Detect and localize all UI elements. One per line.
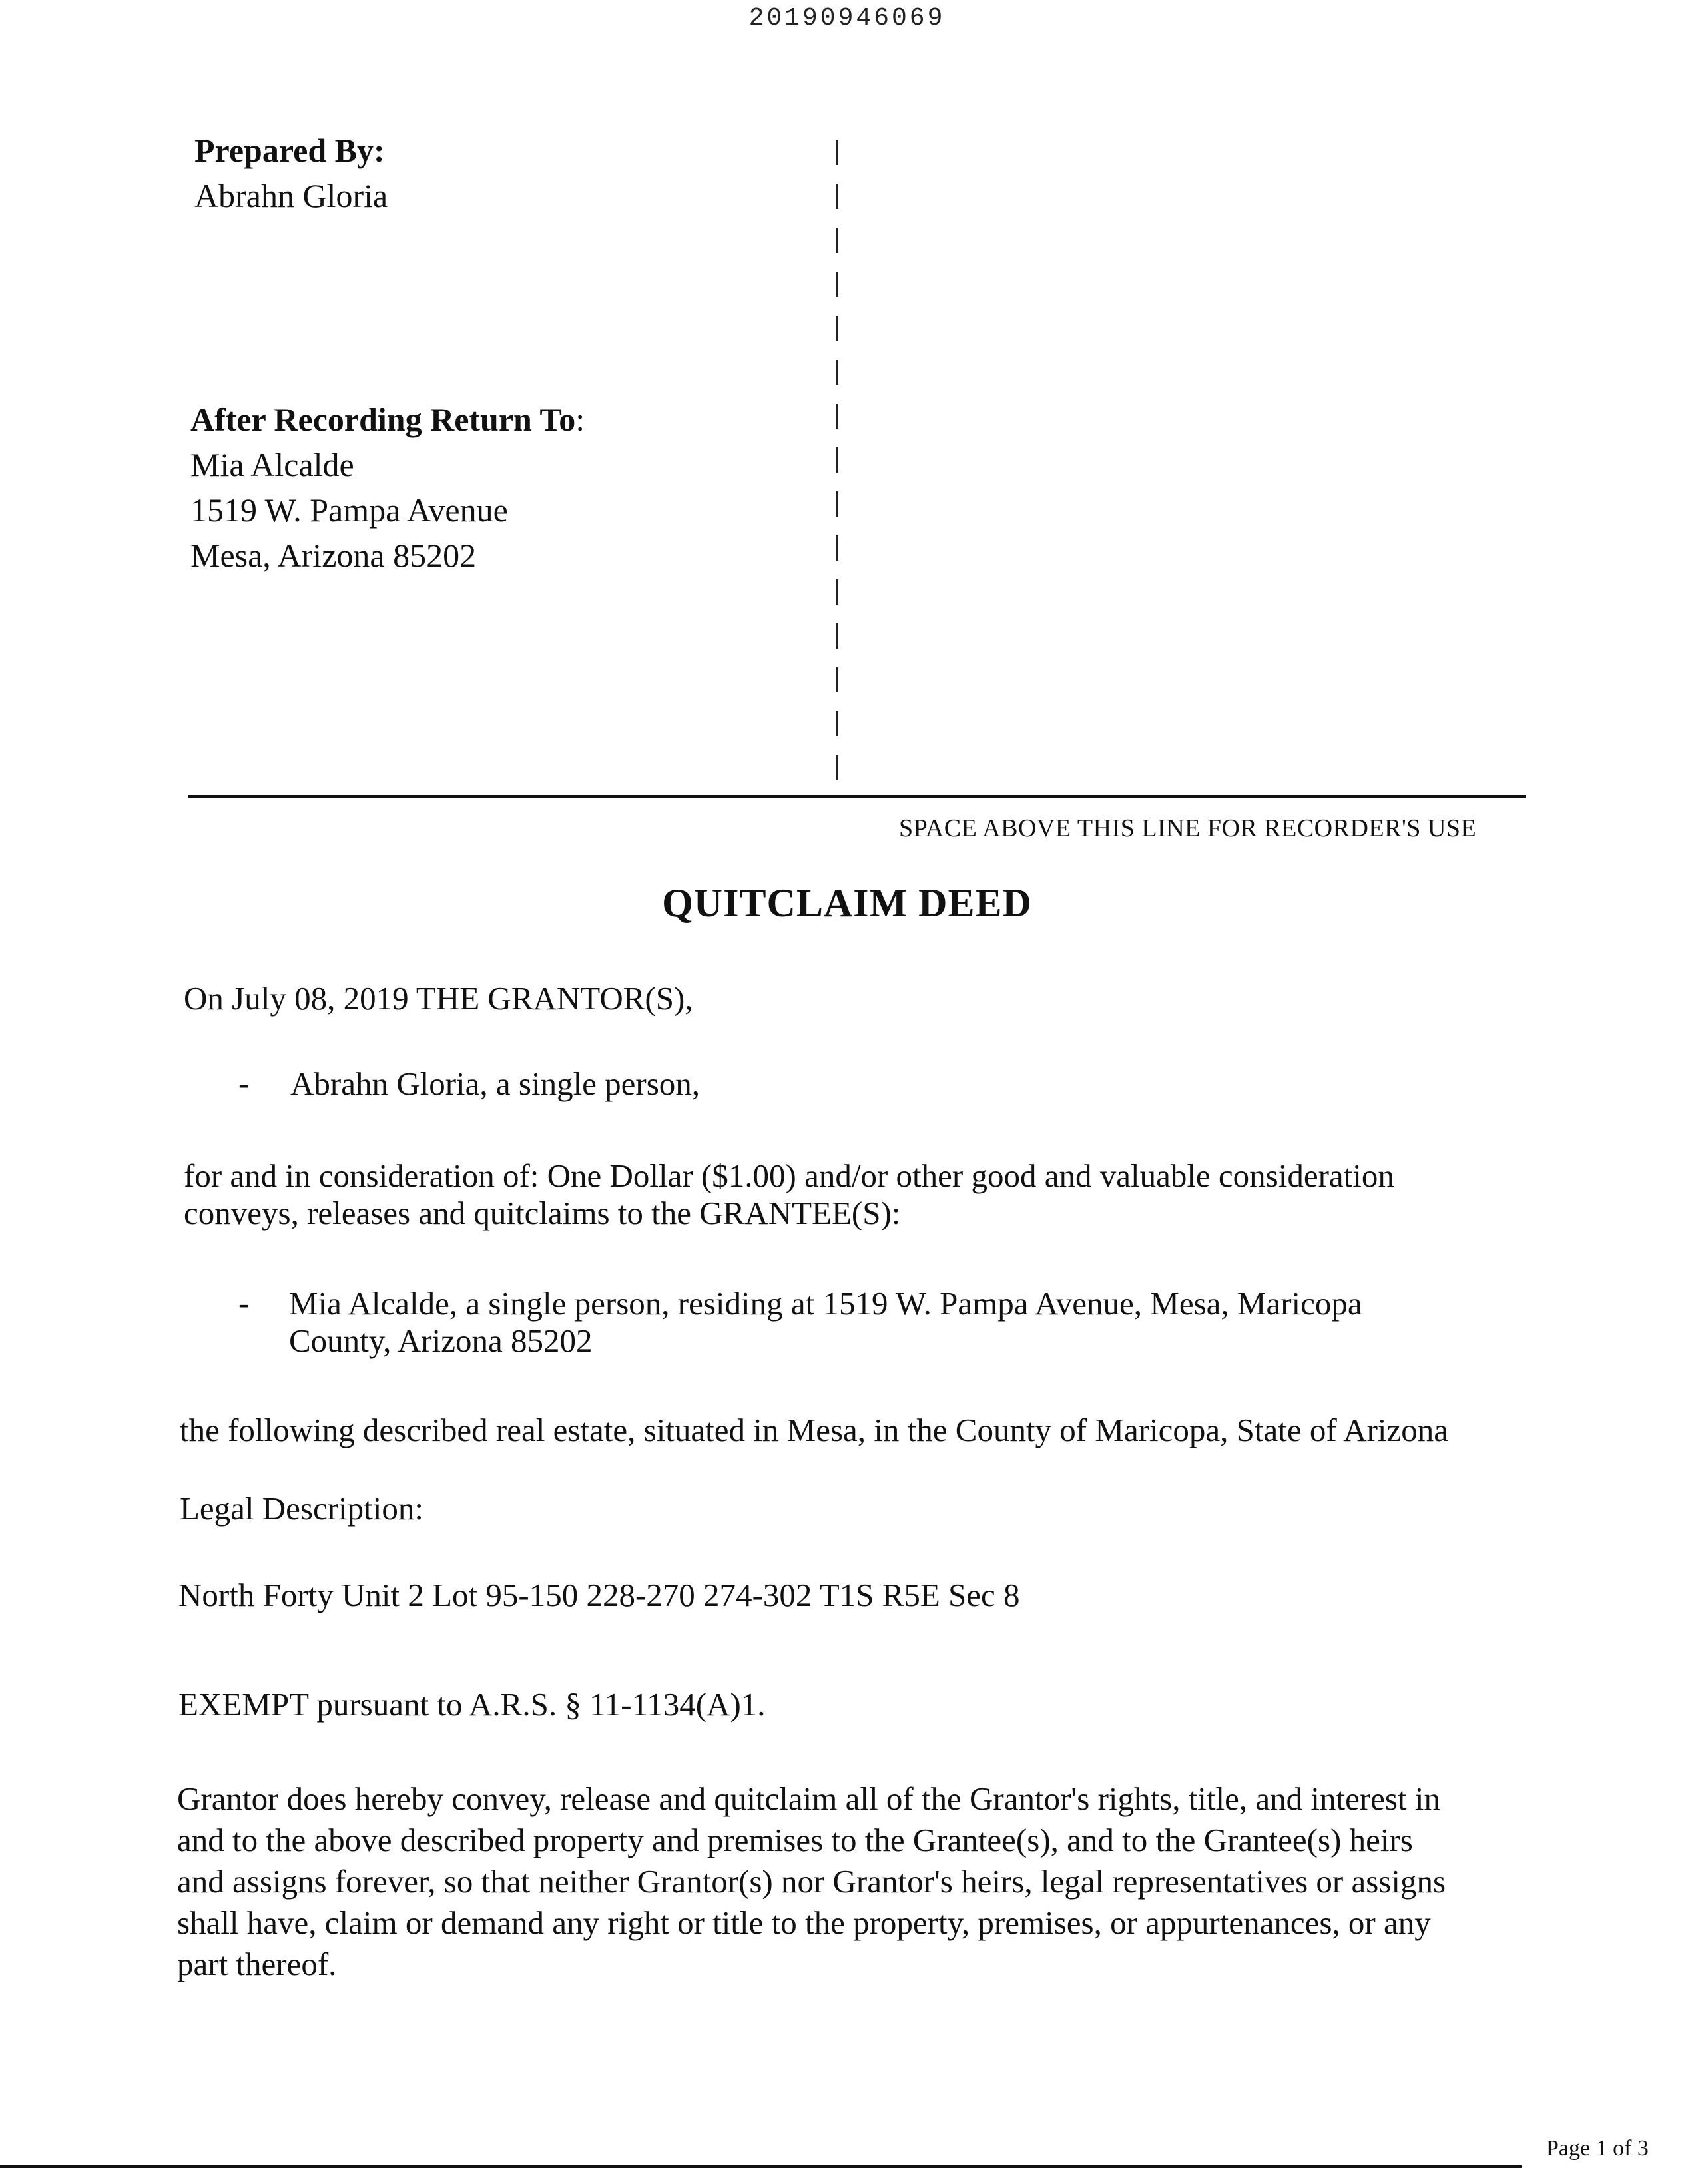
situated-text: the following described real estate, situated in Mesa, in the County of Maricopa, State of Arizona [180, 1412, 1449, 1448]
conveyance-line: and to the above described property and premises to the Grantee(s), and to the Grantee(s) heirs [177, 1822, 1413, 1858]
return-to-address-line1: 1519 W. Pampa Avenue [190, 491, 508, 529]
recording-number: 20190946069 [748, 4, 946, 33]
return-to-address-line2: Mesa, Arizona 85202 [190, 537, 477, 574]
recorder-divider-mark [836, 579, 838, 605]
recorder-divider-mark [836, 447, 838, 473]
page-title: QUITCLAIM DEED [662, 881, 1032, 925]
bottom-rule [0, 2165, 1522, 2168]
page-number: Page 1 of 3 [1546, 2136, 1649, 2161]
conveyance-line: shall have, claim or demand any right or title to the property, premises, or appurtenances, or any [177, 1904, 1431, 1941]
recorder-divider-mark [836, 228, 838, 253]
return-to-label [190, 397, 585, 442]
grantee-line1: Mia Alcalde, a single person, residing at 1519 W. Pampa Avenue, Mesa, Maricopa [289, 1285, 1362, 1322]
return-to-name: Mia Alcalde [190, 446, 354, 483]
conveyance-line: part thereof. [177, 1946, 337, 1982]
recorder-divider-mark [836, 184, 838, 209]
recorder-divider-mark [836, 360, 838, 385]
legal-description-text: North Forty Unit 2 Lot 95-150 228-270 274-302 T1S R5E Sec 8 [178, 1577, 1020, 1613]
consideration-line1: for and in consideration of: One Dollar ($1.00) and/or other good and valuable consideration [184, 1157, 1394, 1194]
grantee-bullet: - [238, 1284, 250, 1321]
grantor-bullet: - [238, 1065, 250, 1101]
prepared-by-label: Prepared By: [194, 132, 385, 169]
legal-description-label: Legal Description: [180, 1490, 424, 1527]
recorder-divider-mark [836, 667, 838, 692]
return-to-label-colon: : [575, 401, 585, 438]
recorder-divider-mark [836, 491, 838, 517]
exempt-text: EXEMPT pursuant to A.R.S. § 11-1134(A)1. [178, 1686, 766, 1723]
grantee-line2: County, Arizona 85202 [289, 1322, 593, 1359]
recorder-divider-mark [836, 316, 838, 341]
grantor-text: Abrahn Gloria, a single person, [290, 1065, 701, 1102]
conveyance-line: Grantor does hereby convey, release and quitclaim all of the Grantor's rights, title, and interest in [177, 1780, 1440, 1817]
conveyance-line: and assigns forever, so that neither Grantor(s) nor Grantor's heirs, legal representatives or assigns [177, 1863, 1446, 1900]
recorder-divider-mark [836, 755, 838, 780]
recorder-line [188, 795, 1526, 798]
return-to-label-text: After Recording Return To [190, 401, 576, 438]
prepared-by-name: Abrahn Gloria [194, 177, 388, 214]
consideration-line2: conveys, releases and quitclaims to the GRANTEE(S): [184, 1195, 901, 1231]
recorder-divider-mark [836, 272, 838, 297]
recorder-divider-mark [836, 404, 838, 429]
recorder-note: SPACE ABOVE THIS LINE FOR RECORDER'S USE [899, 814, 1477, 842]
deed-intro: On July 08, 2019 THE GRANTOR(S), [184, 980, 693, 1017]
recorder-divider-mark [836, 535, 838, 561]
recorder-divider-mark [836, 711, 838, 736]
recorder-divider-mark [836, 140, 838, 165]
recorder-divider-mark [836, 623, 838, 649]
